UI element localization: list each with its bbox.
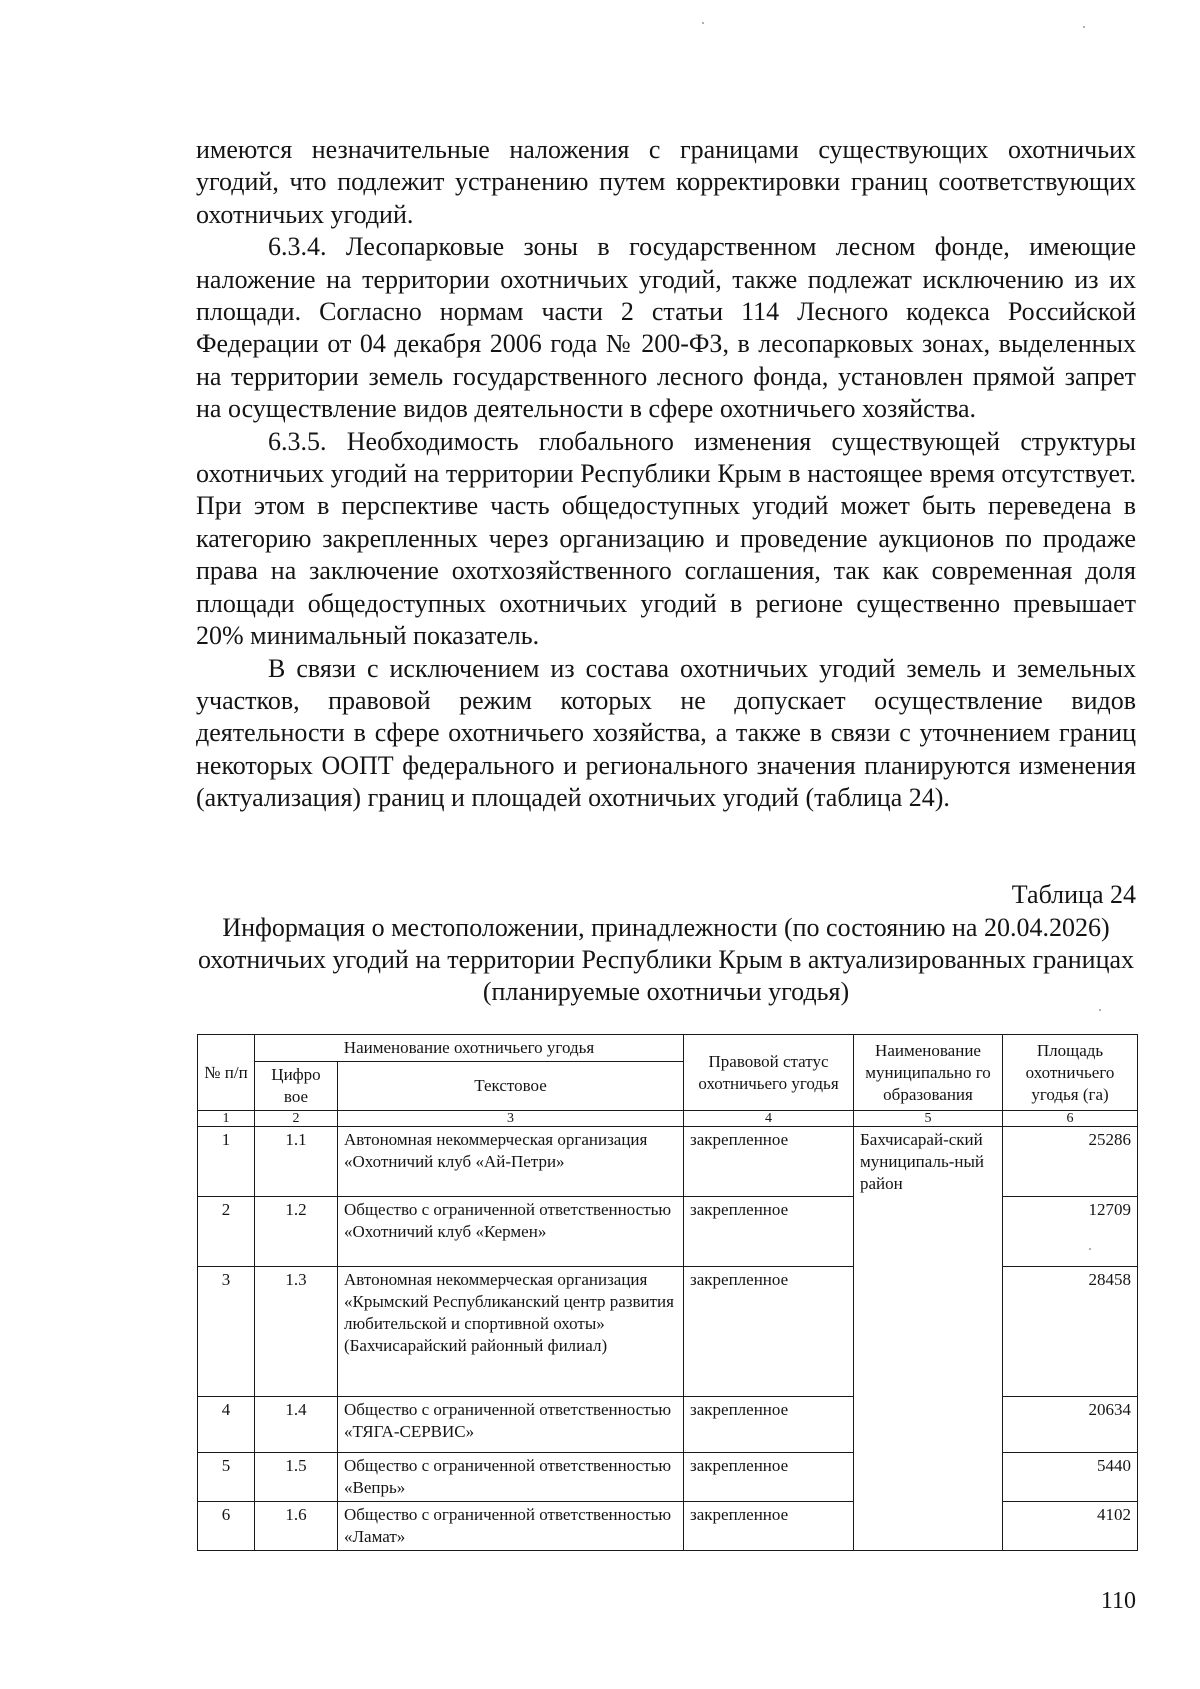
row-num: 5 xyxy=(198,1453,255,1502)
row-code: 1.6 xyxy=(255,1502,338,1551)
row-name: Автономная некоммерческая организация «Крымский Республиканский центр развития любительской и спортивной охоты» (Бахчисарайский районный филиал) xyxy=(338,1267,684,1397)
table-title: Информация о местоположении, принадлежности (по состоянию на 20.04.2026) охотничьих угодий на территории Республики Крым в актуализированных границах (планируемые охотничьи угодья) xyxy=(197,913,1135,1006)
row-num: 4 xyxy=(198,1397,255,1453)
row-name: Общество с ограниченной ответственностью «Вепрь» xyxy=(338,1453,684,1502)
paragraph: В связи с исключением из состава охотничьих угодий земель и земельных участков, правовой режим которых не допускает осуществление видов деятельности в сфере охотничьего хозяйства, а также в связи с уточнением границ некоторых ООПТ федерального и регионального значения планируются изменения (актуализация) границ и площадей охотничьих угодий (таблица 24). xyxy=(196,653,1136,813)
column-number: 5 xyxy=(854,1111,1003,1127)
scan-speck xyxy=(1089,1248,1091,1250)
column-number: 1 xyxy=(198,1111,255,1127)
row-code: 1.1 xyxy=(255,1127,338,1197)
paragraph: имеются незначительные наложения с границами существующих охотничьих угодий, что подлежит устранению путем корректировки границ соответствующих охотничьих угодий. xyxy=(196,135,1136,229)
hunting-grounds-table xyxy=(197,1034,1138,1551)
row-code: 1.3 xyxy=(255,1267,338,1397)
header-text: Текстовое xyxy=(338,1062,684,1111)
row-name: Общество с ограниченной ответственностью «ТЯГА-СЕРВИС» xyxy=(338,1397,684,1453)
row-status: закрепленное xyxy=(684,1453,854,1502)
row-area: 4102 xyxy=(1003,1502,1138,1551)
row-status: закрепленное xyxy=(684,1502,854,1551)
header-digital: Цифро вое xyxy=(255,1062,338,1111)
paragraph: 6.3.5. Необходимость глобального изменения существующей структуры охотничьих угодий на территории Республики Крым в настоящее время отсутствует. При этом в перспективе часть общедоступных угодий может быть переведена в категорию закрепленных через организацию и проведение аукционов по продаже права на заключение охотхозяйственного соглашения, так как современная доля площади общедоступных охотничьих угодий в регионе существенно превышает 20% минимальный показатель. xyxy=(196,426,1136,651)
row-area: 5440 xyxy=(1003,1453,1138,1502)
row-num: 1 xyxy=(198,1127,255,1197)
scan-speck xyxy=(1083,26,1085,28)
scan-speck xyxy=(1099,1009,1101,1011)
row-code: 1.5 xyxy=(255,1453,338,1502)
header-area: Площадь охотничьего угодья (га) xyxy=(1003,1035,1138,1111)
row-area: 12709 xyxy=(1003,1197,1138,1267)
row-name: Автономная некоммерческая организация «Охотничий клуб «Ай-Петри» xyxy=(338,1127,684,1197)
column-number: 3 xyxy=(338,1111,684,1127)
header-status: Правовой статус охотничьего угодья xyxy=(684,1035,854,1111)
body-text xyxy=(196,134,1136,815)
page-number: 110 xyxy=(1100,1588,1136,1614)
table-header-row xyxy=(198,1035,1138,1062)
column-number: 4 xyxy=(684,1111,854,1127)
paragraph: 6.3.4. Лесопарковые зоны в государственном лесном фонде, имеющие наложение на территории охотничьих угодий, также подлежат исключению из их площади. Согласно нормам части 2 статьи 114 Лесного кодекса Российской Федерации от 04 декабря 2006 года № 200-ФЗ, в лесопарковых зонах, выделенных на территории земель государственного лесного фонда, установлен прямой запрет на осуществление видов деятельности в сфере охотничьего хозяйства. xyxy=(196,232,1136,424)
row-status: закрепленное xyxy=(684,1197,854,1267)
column-number-row xyxy=(198,1111,1138,1127)
row-code: 1.4 xyxy=(255,1397,338,1453)
table-number: Таблица 24 xyxy=(1011,880,1136,909)
row-status: закрепленное xyxy=(684,1127,854,1197)
header-municipality: Наименование муниципально го образования xyxy=(854,1035,1003,1111)
row-status: закрепленное xyxy=(684,1267,854,1397)
scan-speck xyxy=(702,22,704,24)
row-code: 1.2 xyxy=(255,1197,338,1267)
row-area: 28458 xyxy=(1003,1267,1138,1397)
row-status: закрепленное xyxy=(684,1397,854,1453)
row-name: Общество с ограниченной ответственностью «Охотничий клуб «Кермен» xyxy=(338,1197,684,1267)
header-num: № п/п xyxy=(198,1035,255,1111)
row-name: Общество с ограниченной ответственностью «Ламат» xyxy=(338,1502,684,1551)
row-area: 25286 xyxy=(1003,1127,1138,1197)
header-name-group: Наименование охотничьего угодья xyxy=(255,1035,684,1062)
table-row xyxy=(198,1127,1138,1197)
row-num: 6 xyxy=(198,1502,255,1551)
municipality-cell: Бахчисарай-ский муниципаль-ный район xyxy=(854,1127,1003,1551)
row-num: 2 xyxy=(198,1197,255,1267)
column-number: 2 xyxy=(255,1111,338,1127)
row-num: 3 xyxy=(198,1267,255,1397)
column-number: 6 xyxy=(1003,1111,1138,1127)
row-area: 20634 xyxy=(1003,1397,1138,1453)
